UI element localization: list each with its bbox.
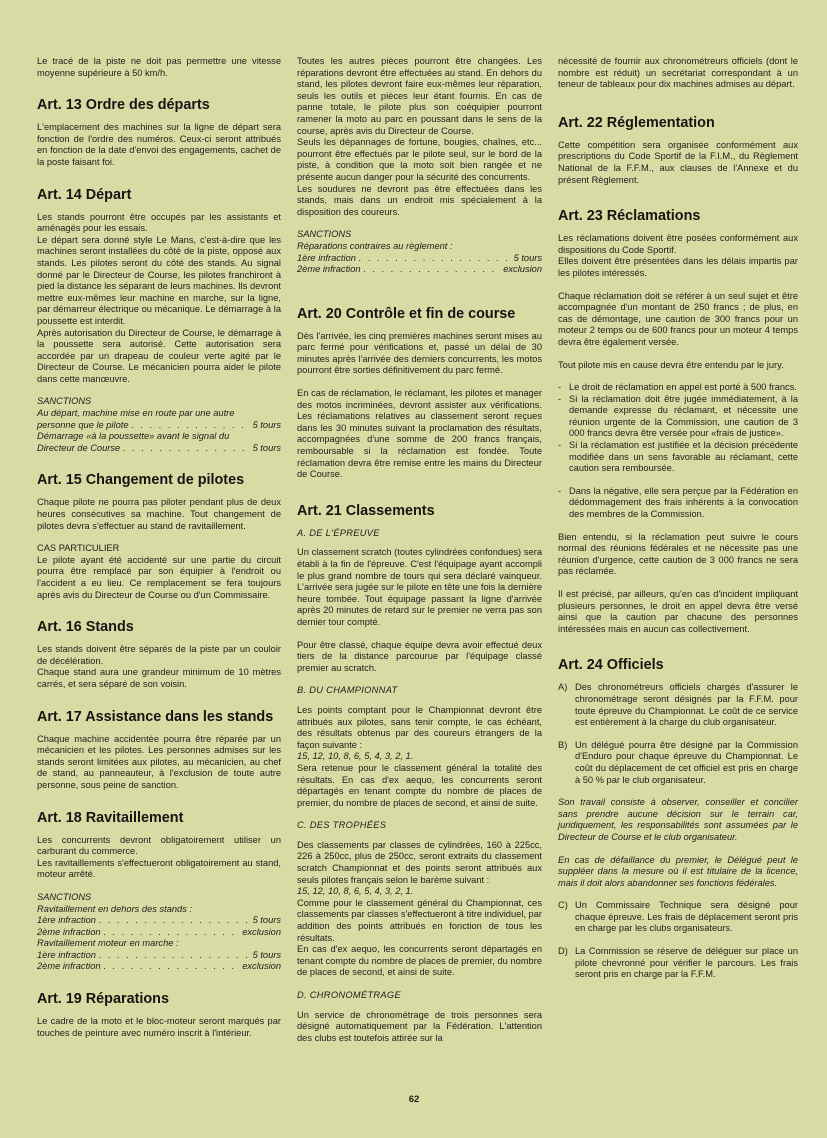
art18-heading: Art. 18 Ravitaillement — [37, 809, 184, 826]
sanction-penalty: exclusion — [242, 961, 281, 972]
sanction-label: 2ème infraction — [297, 264, 361, 275]
column-right — [558, 56, 798, 992]
art15-heading: Art. 15 Changement de pilotes — [37, 472, 245, 489]
sanction-line — [37, 961, 281, 973]
sanction-line — [297, 253, 542, 265]
sanction-penalty: 5 tours — [252, 949, 281, 960]
sanction-label: Directeur de Course — [37, 442, 121, 453]
list-marker: B) — [558, 739, 568, 750]
art15-paragraph-2: Le pilote ayant été accidenté sur une partie du circuit pourra être remplacé par son équipier à l'endroit ou l'accident a eu lieu. Ce remplacement se fera toujours après avis du Directeur de Course ou d'un Commissaire. — [37, 554, 281, 600]
art23-paragraph-4: Tout pilote mis en cause devra être entendu par le jury. — [558, 359, 784, 370]
list-item: - Si la réclamation doit être jugée immédiatement, à la demande expresse du réclamant, et nécessite une réunion urgente de la Commission, une caution de 3 000 francs devra être versée pour «frais de justice». — [558, 394, 798, 440]
sanction-penalty: exclusion — [503, 264, 542, 275]
sanction-line — [37, 915, 281, 927]
sanction-line-text: Au départ, machine mise en route par une autre — [37, 408, 235, 419]
art21-section-a-p2: Pour être classé, chaque équipe devra avoir effectué deux tiers de la distance parcourue par l'équipage classé premier au scratch. — [297, 639, 542, 673]
art23-paragraph-3: Chaque réclamation doit se référer à un seul sujet et être accompagnée d'un montant de 250 francs ; de plus, en cas de démontage, une caution de 300 francs pour un moteur 2 temps ou de 600 francs pour un moteur 4 temps devra être également versée. — [558, 290, 798, 347]
list-text: Un Commissaire Technique sera désigné pour chaque épreuve. Les frais de déplacement seront pris en charge par les clubs organisateurs. — [575, 900, 798, 934]
art22-paragraph: Cette compétition sera organisée conformément aux prescriptions du Code Sportif de la F.I.M., du Règlement National de la F.F.M., aux clauses de l'Annexe et du présent Règlement. — [558, 139, 798, 185]
sanction-line — [37, 950, 281, 962]
list-text: Des chronométreurs officiels chargés d'assurer le chronométrage seront désignés par la F.F.M. pour toute épreuve du Championnat. Le coût de ce service est entièrement à la charge du club organisateur. — [575, 682, 798, 728]
intro-paragraph: Le tracé de la piste ne doit pas permettre une vitesse moyenne supérieure à 50 km/h. — [37, 56, 281, 78]
sanction-penalty: 5 tours — [513, 252, 542, 263]
art16-heading: Art. 16 Stands — [37, 619, 134, 636]
sanction-penalty: 5 tours — [252, 419, 281, 430]
sanction-label: 2ème infraction — [37, 961, 101, 972]
sanction-line-text: Démarrage «à la poussette» avant le signal du — [37, 431, 230, 442]
art19-heading: Art. 19 Réparations — [37, 991, 169, 1008]
art23-paragraph-6: Il est précisé, par ailleurs, qu'en cas d'incident impliquant plusieurs personnes, le droit en appel devra être versé ainsi que la caution par chacune des personnes intéressées mais en aucun cas collectivement. — [558, 589, 798, 634]
art21-section-c-p2: Comme pour le classement général du Championnat, ces classements par classes s'effectueront à titre individuel, par addition des points attribués en fonction de tous les résultats. — [297, 897, 542, 943]
art21-paragraph-cont: nécessité de fournir aux chronométreurs officiels (dont le nombre est réduit) un secrétariat correspondant à un teneur de tableaux pour dix machines admises au départ. — [558, 56, 798, 90]
sanction-label: personne que le pilote — [37, 419, 129, 430]
sanction-penalty: exclusion — [242, 926, 281, 937]
sanction-heading: Ravitaillement moteur en marche : — [37, 938, 179, 949]
art18-paragraph-1: Les concurrents devront obligatoirement utiliser un carburant du commerce. — [37, 834, 281, 857]
art19-paragraph: Le cadre de la moto et le bloc-moteur seront marqués par touches de peinture avec numéro inscrit à l'intérieur. — [37, 1016, 281, 1038]
art24-list — [558, 682, 798, 786]
art14-sanctions — [37, 396, 281, 454]
art14-paragraph-2: Le départ sera donné style Le Mans, c'est-à-dire que les machines seront installées du côté de la piste, opposé aux stands. Les pilotes seront du côté des stands. Au signal donné par le Directeur de Course, les pilotes franchiront à pied la distance les séparant de leurs machines. Ils devront mettre eux-mêmes leur machine en marche, sur la ligne, par démarreur électrique ou mécanique. Le démarrage à la poussette est interdit. — [37, 234, 281, 326]
art23-heading: Art. 23 Réclamations — [558, 208, 701, 225]
art23-paragraph-5: Bien entendu, si la réclamation peut suivre le cours normal des réunions fédérales et ne nécessite pas une réunion d'urgence, cette caution de 3 000 francs ne sera pas réclamée. — [558, 531, 798, 577]
sanction-label: 1ère infraction — [37, 915, 96, 926]
cas-particulier-label: CAS PARTICULIER — [37, 543, 120, 554]
list-text: Un délégué pourra être désigné par la Commission d'Enduro pour chaque épreuve du Championnat. Le coût du déplacement de cet officiel est pris en charge à 50 % par le club organisateur. — [575, 739, 798, 785]
art20-paragraph-2: En cas de réclamation, le réclamant, les pilotes et manager des motos incriminées, devront assister aux vérifications. Les réclamations relatives au classement seront reçues dans les 30 minutes suivant la proclamation des résultats, accompagnées d'une somme de 200 francs français, remboursable si la réclamation est fondée. Toute réclamation devra être remise entre les mains du Directeur de Course. — [297, 388, 542, 480]
art21-section-d-title: D. CHRONOMÉTRAGE — [297, 990, 401, 1000]
art24-heading: Art. 24 Officiels — [558, 657, 664, 674]
list-item: - Le droit de réclamation en appel est porté à 500 francs. — [558, 382, 798, 394]
art22-heading: Art. 22 Réglementation — [558, 114, 715, 131]
column-left — [37, 56, 281, 1050]
sanction-penalty: 5 tours — [252, 915, 281, 926]
art21-heading: Art. 21 Classements — [297, 502, 435, 519]
art13-heading: Art. 13 Ordre des départs — [37, 97, 210, 114]
art23-dash-list-2 — [558, 486, 798, 521]
art21-section-b-p2: Sera retenue pour le classement général la totalité des résultats. En cas d'ex aequo, les concurrents seront départagés en tenant compte du nombre de places de premier, du nombre de places de second, et ainsi de suite. — [297, 762, 542, 808]
art21-section-c-p3: En cas d'ex aequo, les concurrents seront départagés en tenant compte du nombre de places de premier, du nombre de places de second, et ainsi de suite. — [297, 944, 542, 978]
art19-paragraph-cont-1: Toutes les autres pièces pourront être changées. Les réparations devront être effectuées au stand. En dehors du stand, les pilotes devront faire eux-mêmes leur réparation, seuls les outils et pièces leur étant fournis. En cas de panne totale, le pilote plus son coéquipier pourront ramener la moto au parc en poussant dans le sens de la course, après avis du Directeur de Course. — [297, 56, 542, 136]
sanction-line — [297, 264, 542, 276]
art17-heading: Art. 17 Assistance dans les stands — [37, 708, 274, 725]
page-number: 62 — [408, 1094, 420, 1105]
list-marker: C) — [558, 900, 568, 911]
art14-paragraph-3: Après autorisation du Directeur de Course, le démarrage à la poussette sera autorisé. Cette autorisation sera accordée par un drapeau de couleur verte agité par le Directeur de Course. Le mécanicien pourra aider le pilote dans cette manœuvre. — [37, 327, 281, 384]
sanction-line — [37, 443, 281, 455]
list-item: - Dans la négative, elle sera perçue par la Fédération en dédommagement des frais inhérents à la convocation des membres de la Commission. — [558, 486, 798, 521]
art24-italic-paragraph-1: Son travail consiste à observer, conseiller et concilier sans prendre aucune décision sur le terrain car, juridiquement, les responsabilités sont assumées par le Directeur de Course et le club organisateur. — [558, 797, 798, 842]
art18-sanctions — [37, 892, 281, 973]
sanction-heading: Réparations contraires au règlement : — [297, 240, 453, 251]
sanctions-label: SANCTIONS — [297, 229, 352, 240]
list-item: - Si la réclamation est justifiée et la décision précédente modifiée dans un sens favorable au réclamant, cette caution sera remboursée. — [558, 440, 798, 475]
sanction-heading: Ravitaillement en dehors des stands : — [37, 903, 193, 914]
art20-heading: Art. 20 Contrôle et fin de course — [297, 305, 516, 322]
art19-paragraph-cont-3: Les soudures ne devront pas être effectuées dans les stands, mais dans un endroit mis spécialement à la disposition des coureurs. — [297, 183, 542, 217]
sanction-line — [37, 420, 281, 432]
sanction-penalty: 5 tours — [252, 442, 281, 453]
art24-list-2 — [558, 900, 798, 981]
art21-section-b-p1: Les points comptant pour le Championnat devront être attribués aux pilotes, sans tenir compte, le cas échéant, des résultats obtenus par des coureurs étrangers de la façon suivante : — [297, 704, 542, 750]
art17-paragraph: Chaque machine accidentée pourra être réparée par un mécanicien et les pilotes. Les personnes admises sur les stands seront limitées aux pilotes, au mécanicien, au chef de stand, au panneauteur, à l'exclusion de toute autre personne, sous peine de sanction. — [37, 733, 281, 790]
art18-paragraph-2: Les ravitaillements s'effectueront obligatoirement au stand, moteur arrêté. — [37, 857, 281, 880]
art16-paragraph-1: Les stands doivent être séparés de la piste par un couloir de décélération. — [37, 644, 281, 666]
art14-heading: Art. 14 Départ — [37, 186, 132, 203]
art21-section-d-p1: Un service de chronométrage de trois personnes sera désigné automatiquement par la Fédération. L'attention des clubs est toutefois attirée sur la — [297, 1009, 542, 1043]
art16-paragraph-2: Chaque stand aura une grandeur minimum de 10 mètres carrés, et sera séparé de son voisin. — [37, 667, 281, 689]
column-middle — [297, 56, 542, 1055]
list-text: La Commission se réserve de déléguer sur place un pilote chevronné pour vérifier le parcours. Les frais seront pris en charge par la F.F.M. — [575, 946, 798, 980]
art13-paragraph: L'emplacement des machines sur la ligne de départ sera fonction de l'ordre des numéros. Ceux-ci seront attribués en fonction de la date d'envoi des engagements, cachet de la poste faisant foi. — [37, 122, 281, 167]
art20-paragraph-1: Dès l'arrivée, les cinq premières machines seront mises au parc fermé pour vérifications et, passé un délai de 30 minutes après l'arrivée des derniers concurrents, les motos pourront être sorties définitivement du parc fermé. — [297, 330, 542, 376]
championship-points: 15, 12, 10, 8, 6, 5, 4, 3, 2, 1. — [297, 751, 414, 762]
art15-paragraph-1: Chaque pilote ne pourra pas piloter pendant plus de deux heures consécutives sa machine. Tout changement de pilotes devra s'effectuer au stand de ravitaillement. — [37, 497, 281, 531]
art19-sanctions — [297, 229, 542, 275]
list-item — [558, 740, 798, 786]
list-item — [558, 682, 798, 728]
sanctions-label: SANCTIONS — [37, 396, 92, 407]
art21-section-b-title: B. DU CHAMPIONNAT — [297, 685, 398, 696]
art23-dash-list — [558, 382, 798, 475]
list-marker: D) — [558, 946, 568, 957]
list-marker: A) — [558, 682, 568, 693]
trophy-points: 15, 12, 10, 8, 6, 5, 4, 3, 2, 1. — [297, 886, 414, 897]
art21-section-c-title: C. DES TROPHÉES — [297, 820, 387, 831]
art19-paragraph-cont-2: Seuls les dépannages de fortune, bougies, chaînes, etc... pourront être effectués par le pilote seul, sur le bord de la piste, à condition que la moto soit bien rangée et ne présente aucun danger pour la sécurité des concurrents. — [297, 137, 542, 182]
sanction-label: 2ème infraction — [37, 926, 101, 937]
sanction-label: 1ère infraction — [297, 252, 356, 263]
art21-section-a-title: A. DE L'ÉPREUVE — [297, 527, 380, 538]
art14-paragraph-1: Les stands pourront être occupés par les assistants et aménagés pour les essais. — [37, 211, 281, 234]
art21-section-a-p1: Un classement scratch (toutes cylindrées confondues) sera établi à la fin de l'épreuve. C'est l'équipage ayant accompli le plus grand nombre de tours qui sera déclaré vainqueur. L'arrivée sera jugée sur le pilote en tête une fois la dernière heure tombée. Tout équipage passant la ligne d'arrivée après 20 minutes de retard sur le premier ne verra pas son dernier tour compté. — [297, 547, 542, 627]
art23-paragraph-1: Les réclamations doivent être posées conformément aux dispositions du Code Sportif. — [558, 233, 798, 255]
sanctions-label: SANCTIONS — [37, 891, 92, 902]
sanction-label: 1ère infraction — [37, 949, 96, 960]
sanction-line — [37, 927, 281, 939]
list-item — [558, 900, 798, 935]
art23-paragraph-2: Elles doivent être présentées dans les délais impartis par les pilotes intéressés. — [558, 256, 798, 278]
list-item — [558, 946, 798, 981]
art24-italic-paragraph-2: En cas de défaillance du premier, le Délégué peut le suppléer dans la mesure où il est titulaire de la licence, mais il doit alors abandonner ses fonctions fédérales. — [558, 854, 798, 888]
art21-section-c-p1: Des classements par classes de cylindrées, 160 à 225cc, 226 à 250cc, plus de 250cc, seront extraits du classement scratch Championnat et des points seront attribués aux seuls pilotes français selon le barème suivant : — [297, 839, 542, 885]
